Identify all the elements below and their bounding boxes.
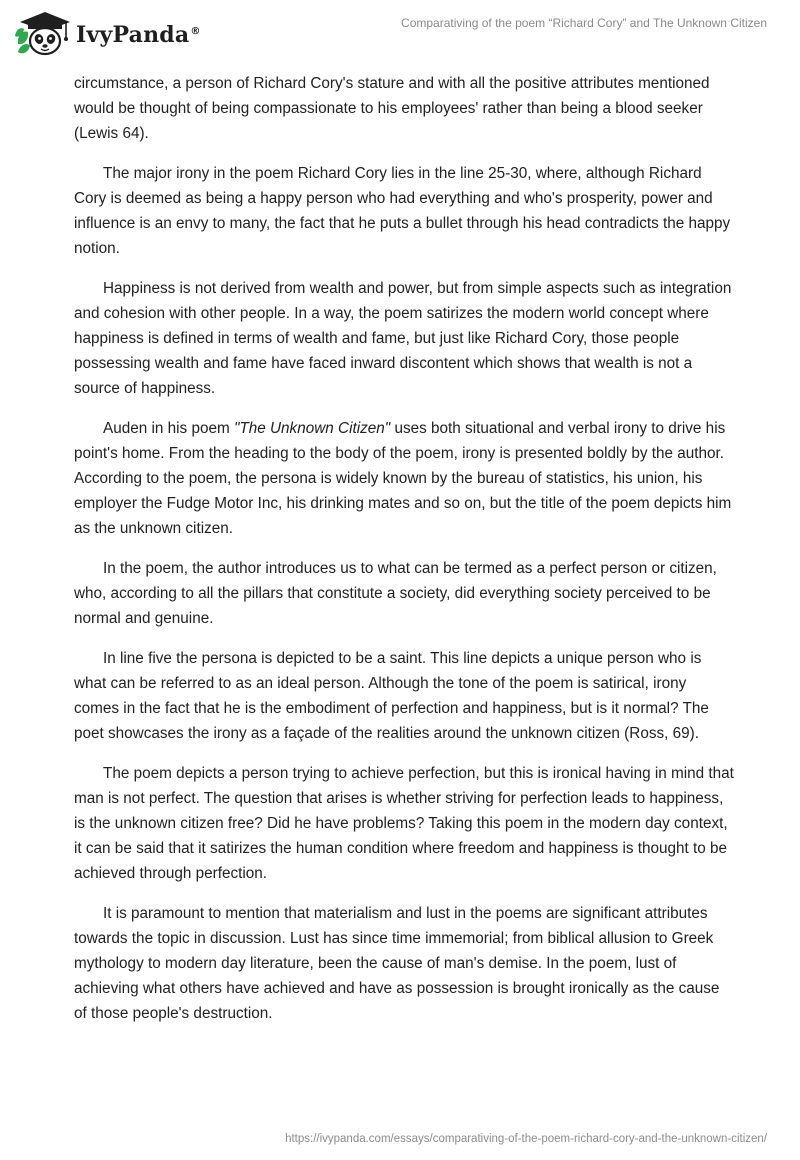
paragraph — [74, 416, 734, 541]
brand-name: IvyPanda® — [76, 22, 201, 48]
ivypanda-logo[interactable] — [14, 8, 201, 60]
paragraph: circumstance, a person of Richard Cory's stature and with all the positive attributes mentioned would be thought of being compassionate to his employees' rather than being a blood seeker (Lewis 64). — [74, 75, 710, 142]
poem-title: "The Unknown Citizen" — [233, 420, 391, 437]
source-url[interactable]: https://ivypanda.com/essays/comparativing-of-the-poem-richard-cory-and-the-unknown-citizen/ — [285, 1133, 767, 1145]
paragraph: It is paramount to mention that materialism and lust in the poems are significant attributes towards the topic in discussion. Lust has since time immemorial; from biblical allusion to Greek mythology to modern day literature, been the cause of man's demise. In the poem, lust of achieving what others have achieved and have as possession is brought ironically as the cause of those people's destruction. — [74, 905, 720, 1022]
page-header — [0, 0, 800, 70]
paragraph-text: uses both situational and verbal irony to drive his point's home. From the heading to the body of the poem, irony is presented boldly by the author. According to the poem, the persona is widely known by the bureau of statistics, his union, his employer the Fudge Motor Inc, his drinking mates and so on, but the title of the poem depicts him as the unknown citizen. — [74, 420, 732, 537]
paragraph: In the poem, the author introduces us to what can be termed as a perfect person or citizen, who, according to all the pillars that constitute a society, did everything society perceived to be normal and genuine. — [74, 560, 717, 627]
paragraph: In line five the persona is depicted to be a saint. This line depicts a unique person who is what can be referred to as an ideal person. Although the tone of the poem is satirical, irony comes in the fact that he is the embodiment of perfection and happiness, but is it normal? The poet showcases the irony as a façade of the realities around the unknown citizen (Ross, 69). — [74, 650, 709, 742]
paragraph: Happiness is not derived from wealth and power, but from simple aspects such as integration and cohesion with other people. In a way, the poem satirizes the modern world concept where happiness is defined in terms of wealth and fame, but just like Richard Cory, those people possessing wealth and fame have faced inward discontent which shows that wealth is not a source of happiness. — [74, 280, 732, 397]
panda-graduate-icon — [14, 8, 72, 60]
paragraph: The major irony in the poem Richard Cory lies in the line 25-30, where, although Richard Cory is deemed as being a happy person who had everything and who's prosperity, power and influence is an envy to many, the fact that he puts a bullet through his head contradicts the happy notion. — [74, 165, 731, 257]
paragraph: The poem depicts a person trying to achieve perfection, but this is ironical having in mind that man is not perfect. The question that arises is whether striving for perfection leads to happiness, is the unknown citizen free? Did he have problems? Taking this poem in the modern day context, it can be said that it satirizes the human condition where freedom and happiness is thought to be achieved through perfection. — [74, 765, 734, 882]
paragraph-text: Auden in his poem — [103, 420, 234, 437]
document-title: Comparativing of the poem “Richard Cory” and The Unknown Citizen — [401, 16, 767, 30]
essay-body — [74, 71, 734, 1041]
